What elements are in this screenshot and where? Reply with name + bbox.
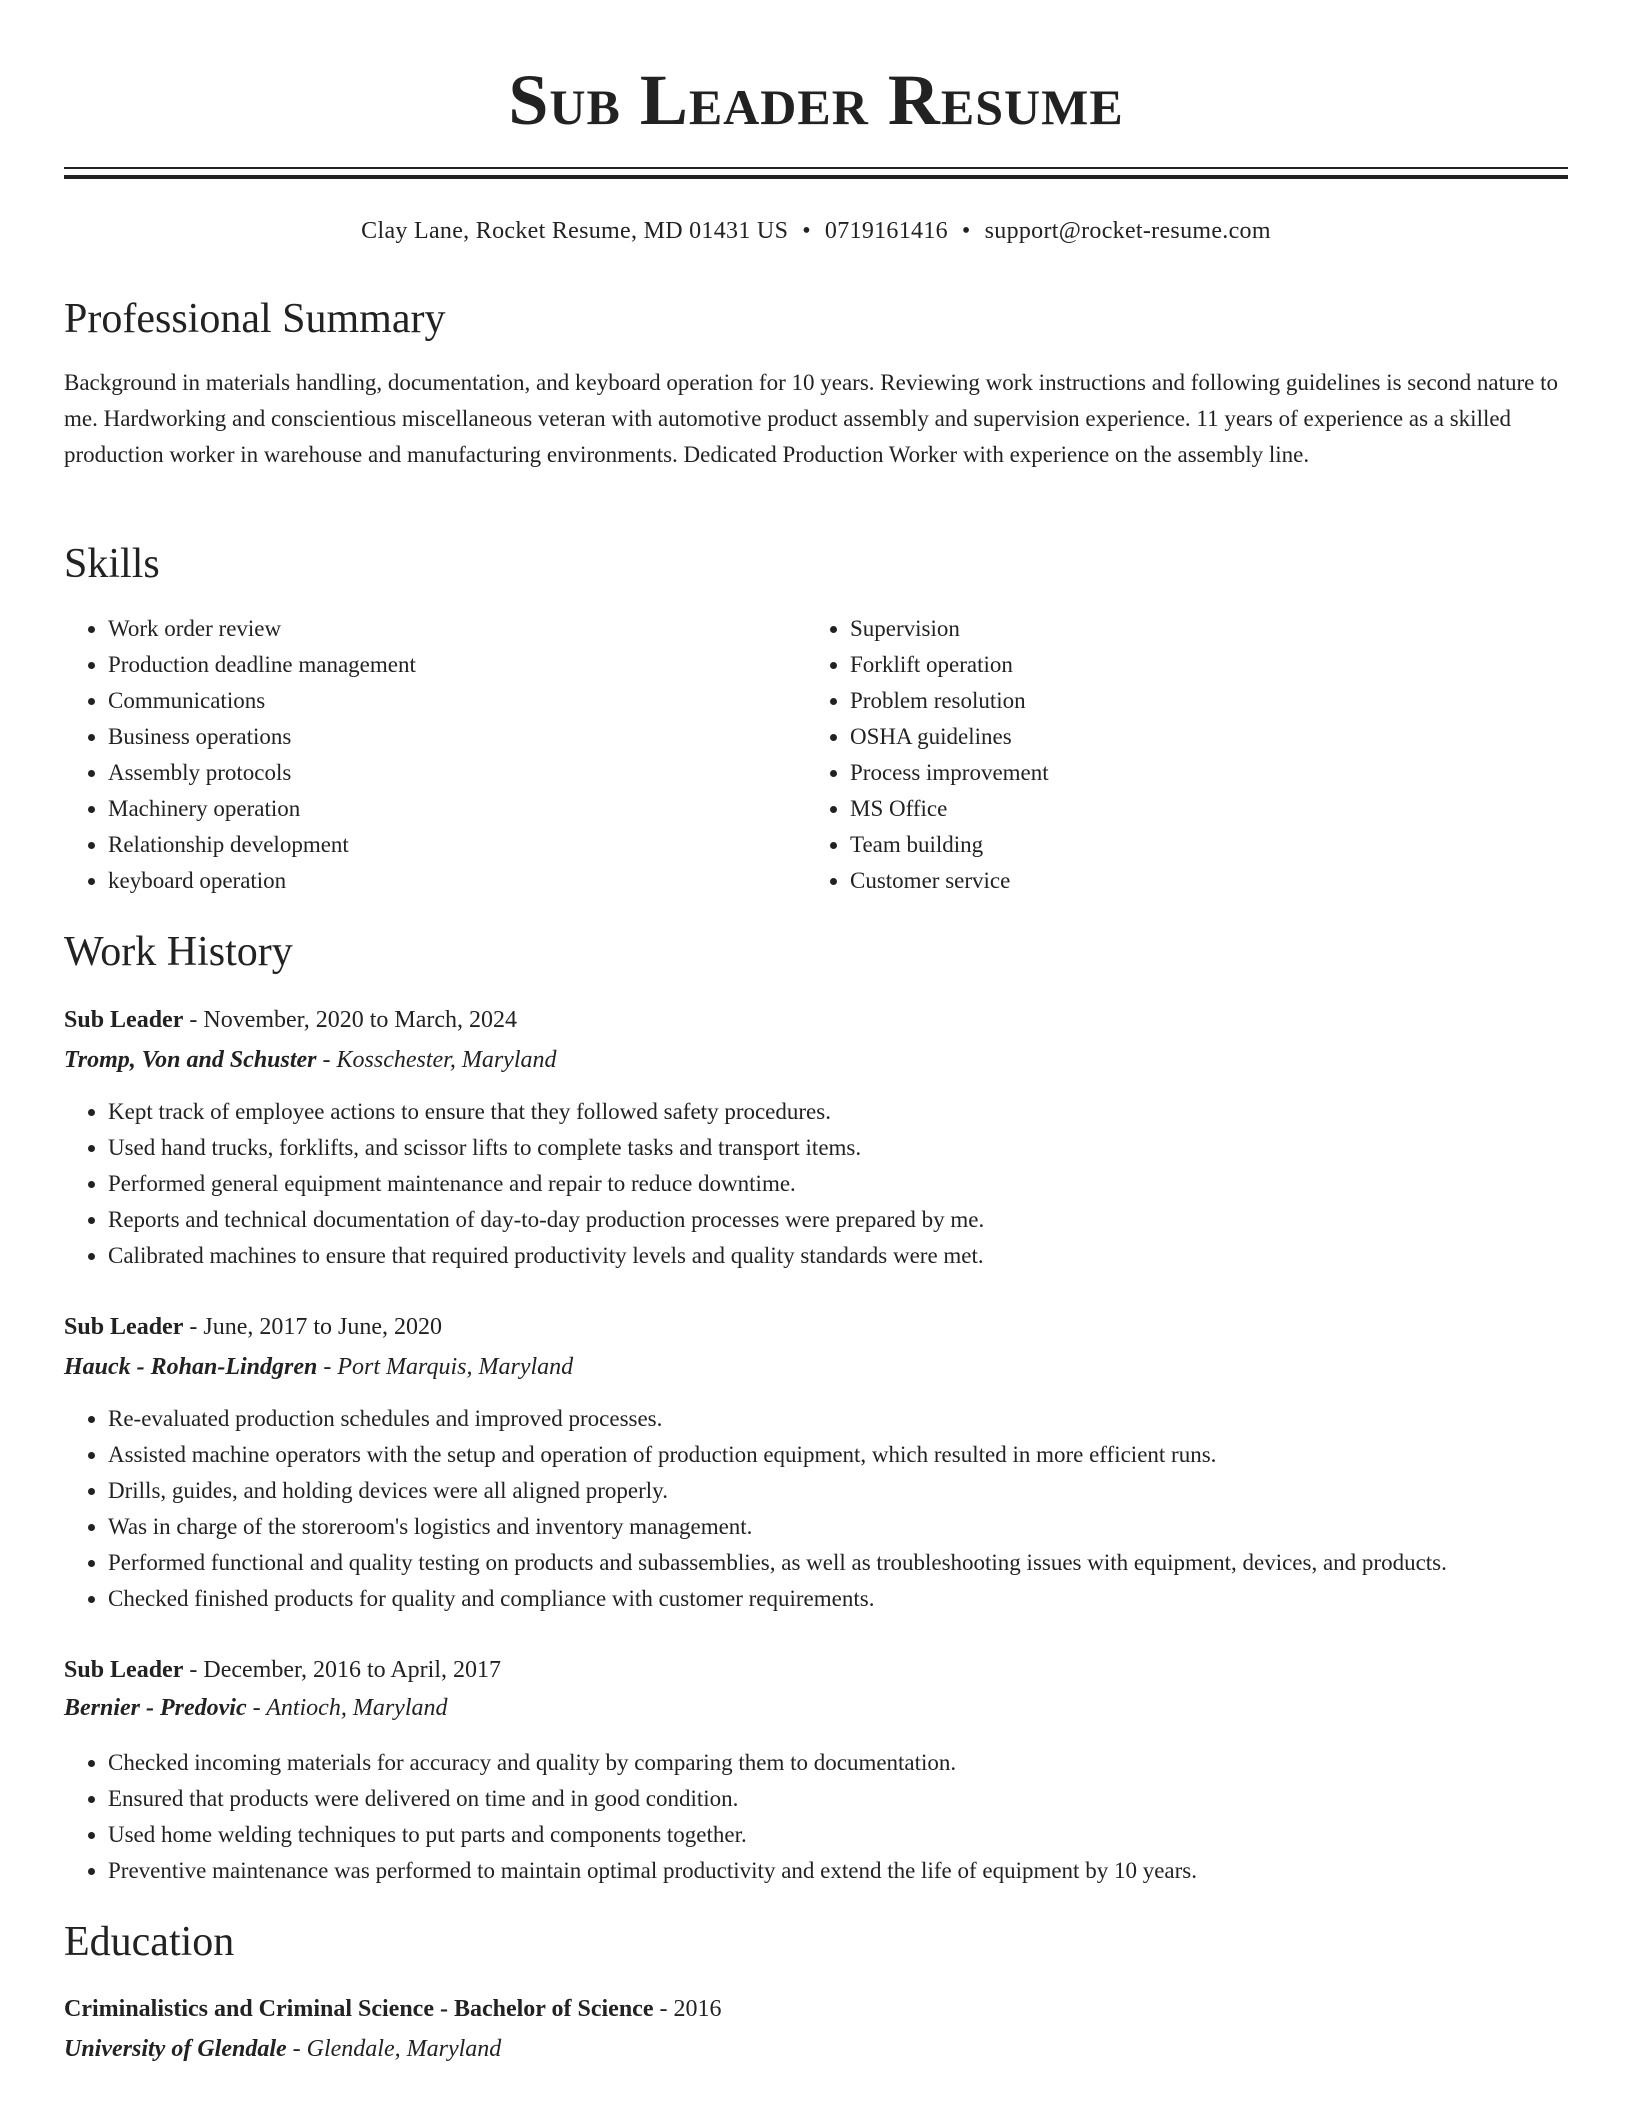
dash: - [317,1354,338,1380]
skill-item: • Forklift operation [850,647,1550,683]
title-divider-thin [64,167,1568,169]
dash: - [246,1695,267,1721]
duty-item: • Reports and technical documentation of day-to-day production processes were prepared by me. [108,1202,1568,1238]
skill-item: • Customer service [850,863,1550,899]
dash: - [316,1047,337,1073]
contact-line [64,214,1568,248]
skills-list-right [806,611,1550,899]
skill-item: • keyboard operation [108,863,808,899]
job-role: Sub Leader [64,1007,184,1033]
employer-name: Hauck - Rohan-Lindgren [64,1354,318,1380]
duty-item: • Ensured that products were delivered on time and in good condition. [108,1781,1568,1817]
duty-item: • Assisted machine operators with the setup and operation of production equipment, which resulted in more efficient runs. [108,1437,1568,1473]
duty-item: • Used hand trucks, forklifts, and scissor lifts to complete tasks and transport items. [108,1130,1568,1166]
skill-item: • Team building [850,827,1550,863]
skill-item: • Machinery operation [108,791,808,827]
skill-item: • Relationship development [108,827,808,863]
duty-item: • Kept track of employee actions to ensure that they followed safety procedures. [108,1094,1568,1130]
duty-item: • Performed general equipment maintenance and repair to reduce downtime. [108,1166,1568,1202]
job-title-line [64,1651,1568,1689]
contact-address: Clay Lane, Rocket Resume, MD 01431 US [361,218,789,244]
employer-location: Port Marquis, Maryland [337,1354,574,1380]
skill-item: • MS Office [850,791,1550,827]
dash: - [183,1007,204,1033]
skills-heading: Skills [64,541,160,587]
employer-location: Kosschester, Maryland [336,1047,557,1073]
summary-text: Background in materials handling, documentation, and keyboard operation for 10 years. Reviewing work instructions and following guidelines is second nature to me. Hardworking and conscientious miscellaneous veteran with automotive product assembly and supervision experience. 11 years of experience as a skilled production worker in warehouse and manufacturing environments. Dedicated Production Worker with experience on the assembly line. [64,370,1559,467]
employer-line [64,1041,1568,1079]
skill-item: • Process improvement [850,755,1550,791]
skill-item: • Production deadline management [108,647,808,683]
contact-phone: 0719161416 [824,218,948,244]
job-role: Sub Leader [64,1657,184,1683]
skill-item: • OSHA guidelines [850,719,1550,755]
summary-heading: Professional Summary [64,296,446,342]
duty-item: • Re-evaluated production schedules and improved processes. [108,1401,1568,1437]
education-heading: Education [64,1919,235,1965]
education-year: 2016 [673,1996,722,2022]
title-divider-thick [64,175,1568,179]
education-degree-line [64,1990,1568,2028]
skill-item: • Business operations [108,719,808,755]
education-degree: Criminalistics and Criminal Science - Bachelor of Science [64,1996,654,2022]
job-title-line [64,1308,1568,1346]
employer-line [64,1348,1568,1386]
duty-item: • Performed functional and quality testing on products and subassemblies, as well as troubleshooting issues with equipment, devices, and products. [108,1545,1568,1581]
dash: - [653,1996,674,2022]
education-school-line [64,2030,1568,2068]
contact-email[interactable]: support@rocket-resume.com [984,218,1271,244]
education-school: University of Glendale [64,2036,287,2062]
education-location: Glendale, Maryland [306,2036,502,2062]
duty-item: • Checked finished products for quality and compliance with customer requirements. [108,1581,1568,1617]
duty-item: • Drills, guides, and holding devices were all aligned properly. [108,1473,1568,1509]
job-role: Sub Leader [64,1314,184,1340]
employer-line [64,1689,1568,1727]
work-history-heading: Work History [64,929,293,975]
job-title-line [64,1001,1568,1039]
duty-item: • Checked incoming materials for accuracy and quality by comparing them to documentation. [108,1745,1568,1781]
skills-list-left [64,611,808,899]
job-duties-list [64,1094,1568,1274]
contact-separator: • [802,218,811,244]
job-dates: November, 2020 to March, 2024 [203,1007,517,1033]
skill-item: • Work order review [108,611,808,647]
dash: - [183,1657,204,1683]
resume-title: Sub Leader Resume [508,60,1124,140]
skill-item: • Problem resolution [850,683,1550,719]
skill-item: • Communications [108,683,808,719]
dash: - [286,2036,307,2062]
job-duties-list [64,1401,1568,1617]
skill-item: • Supervision [850,611,1550,647]
skill-item: • Assembly protocols [108,755,808,791]
employer-name: Tromp, Von and Schuster [64,1047,317,1073]
duty-item: • Used home welding techniques to put parts and components together. [108,1817,1568,1853]
job-dates: June, 2017 to June, 2020 [203,1314,443,1340]
dash: - [183,1314,204,1340]
contact-separator: • [961,218,971,244]
duty-item: • Calibrated machines to ensure that required productivity levels and quality standards were met. [108,1238,1568,1274]
job-duties-list [64,1745,1568,1889]
employer-name: Bernier - Predovic [64,1695,247,1721]
employer-location: Antioch, Maryland [266,1695,448,1721]
duty-item: • Preventive maintenance was performed to maintain optimal productivity and extend the life of equipment by 10 years. [108,1853,1568,1889]
duty-item: • Was in charge of the storeroom's logistics and inventory management. [108,1509,1568,1545]
job-dates: December, 2016 to April, 2017 [203,1657,502,1683]
